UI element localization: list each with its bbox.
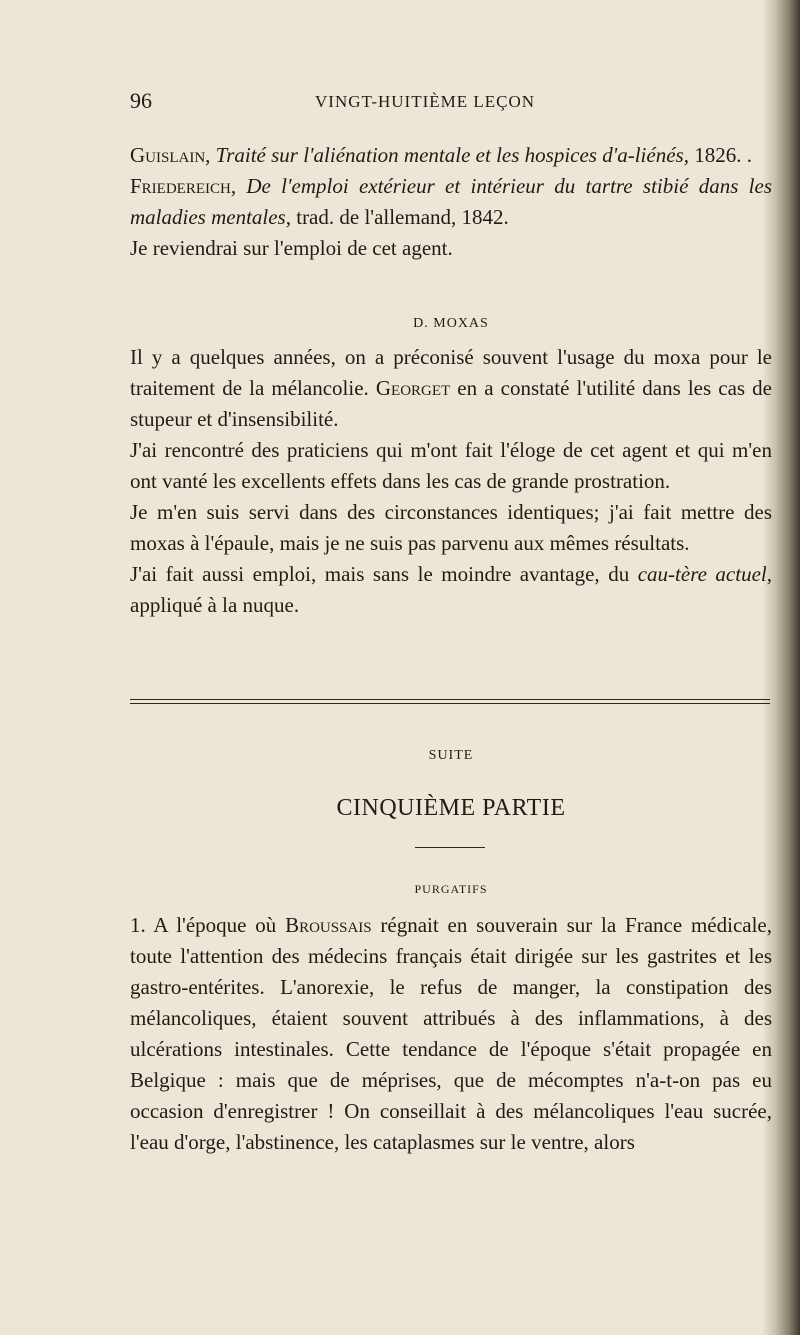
page-header (130, 88, 770, 128)
running-title: VINGT-HUITIÈME LEÇON (315, 92, 536, 111)
moxas-section (130, 342, 772, 621)
author-name: Broussais (285, 913, 372, 937)
author-name: Georget (375, 376, 451, 400)
reference-author: Friedereich (130, 174, 231, 198)
double-rule-divider (130, 699, 770, 704)
reference-friedereich: Friedereich, De l'emploi extérieur et intérieur du tartre stibié dans les maladies mentales, trad. de l'allemand, 1842. (130, 174, 772, 229)
reference-rest: , 1826. . (683, 143, 752, 167)
section-heading-purgatifs: PURGATIFS (414, 882, 488, 896)
page-number: 96 (130, 88, 152, 113)
part-title: CINQUIÈME PARTIE (336, 795, 566, 821)
short-rule-divider (415, 847, 485, 848)
suite-label: SUITE (428, 748, 474, 763)
moxas-paragraph-1: Il y a quelques années, on a préconisé souvent l'usage du moxa pour le traitement de la mélancolie. Georget en a constaté l'utilité dans les cas de stupeur et d'insensibilité. (130, 345, 772, 431)
reference-guislain: Guislain, Traité sur l'aliénation mentale et les hospices d'a-liénés, 1826. . (130, 143, 752, 167)
purgatifs-section (130, 910, 772, 1158)
references-block (130, 140, 772, 264)
reference-author: Guislain (130, 143, 206, 167)
moxas-paragraph-4: J'ai fait aussi emploi, mais sans le moindre avantage, du cau-tère actuel, appliqué à la nuque. (130, 562, 772, 617)
moxas-paragraph-2: J'ai rencontré des praticiens qui m'ont fait l'éloge de cet agent et qui m'en ont vanté les excellents effets dans les cas de grande prostration. (130, 438, 772, 493)
reference-rest: , trad. de l'allemand, 1842. (285, 205, 509, 229)
section-heading-moxas: D. MOXAS (413, 316, 489, 331)
moxas-paragraph-3: Je m'en suis servi dans des circonstances identiques; j'ai fait mettre des moxas à l'épaule, mais je ne suis pas parvenu aux mêmes résultats. (130, 500, 772, 555)
reference-title: Traité sur l'aliénation mentale et les hospices d'a-liénés (215, 143, 684, 167)
purgatifs-paragraph-1: 1. A l'époque où Broussais régnait en souverain sur la France médicale, toute l'attention des médecins français était dirigée sur les gastrites et les gastro-entérites. L'anorexie, le refus de manger, la constipation des mélancoliques, étaient souvent attribués à des inflammations, à des ulcérations intestinales. Cette tendance de l'époque s'était propagée en Belgique : mais que de méprises, que de mécomptes n'a-t-on pas eu occasion d'enregistrer ! On conseillait à des mélancoliques l'eau sucrée, l'eau d'orge, l'abstinence, les cataplasmes sur le ventre, alors (130, 913, 772, 1154)
reference-note: Je reviendrai sur l'emploi de cet agent. (130, 236, 453, 260)
reference-title: De l'emploi extérieur et intérieur du tartre stibié dans les maladies mentales (130, 174, 772, 229)
